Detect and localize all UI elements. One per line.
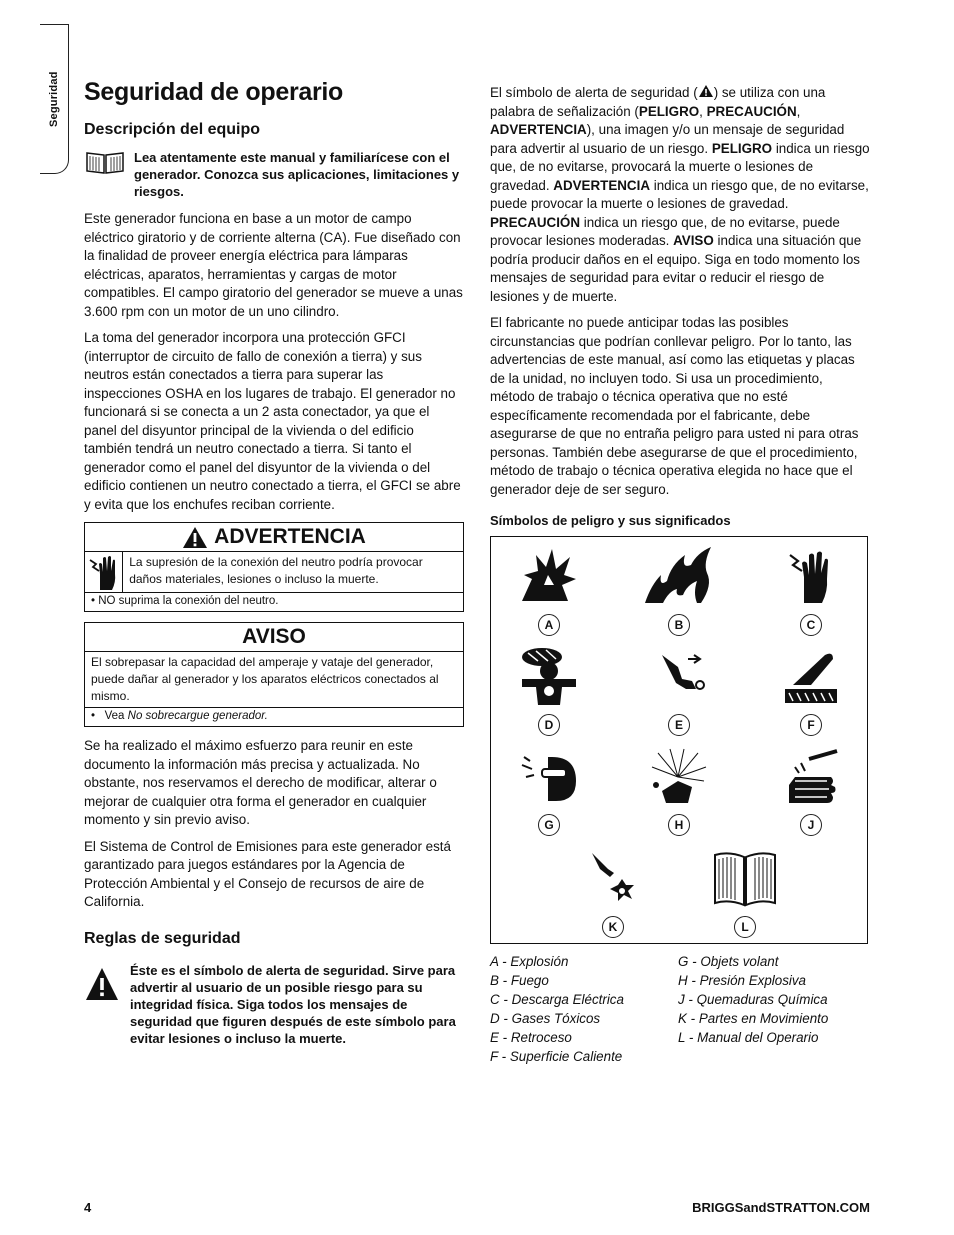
side-tab-label: Seguridad bbox=[48, 71, 60, 127]
warning-box bbox=[84, 522, 464, 612]
symbol-explosion bbox=[509, 545, 589, 636]
right-column bbox=[490, 84, 870, 1066]
explosive-pressure-icon bbox=[648, 747, 710, 805]
book-icon bbox=[84, 149, 126, 175]
symbol-moving-parts bbox=[573, 849, 653, 938]
symbol-letter: L bbox=[734, 916, 756, 938]
symbols-panel bbox=[490, 536, 868, 944]
shock-hand-icon bbox=[85, 552, 123, 592]
legend-item: L - Manual del Operario bbox=[678, 1030, 819, 1045]
manual-note bbox=[84, 149, 464, 200]
moving-parts-icon bbox=[582, 849, 644, 907]
legend-item: D - Gases Tóxicos bbox=[490, 1011, 601, 1026]
symbol-letter: J bbox=[800, 814, 822, 836]
kickback-icon bbox=[648, 645, 710, 705]
warning-bullet: • NO suprima la conexión del neutro. bbox=[91, 595, 279, 607]
manual-note-text: Lea atentamente este manual y familiarícese con el generador. Conozca sus aplicaciones, limitaciones y riesgos. bbox=[134, 150, 460, 199]
explosion-icon bbox=[518, 545, 580, 605]
notice-row bbox=[85, 652, 463, 708]
warning-bullet-row bbox=[85, 593, 463, 611]
legend-item: E - Retroceso bbox=[490, 1030, 572, 1045]
notice-bullet-row bbox=[85, 708, 463, 726]
signal-words-para: El símbolo de alerta de seguridad ( ) se utiliza con una palabra de señalización (PELIGRO, PRECAUCIÓN, ADVERTENCIA), una imagen y/o un mensaje de seguridad para advertir al usuario de un riesgo. PELIGRO indica un riesgo que, de no evitarse, provocará la muerte o lesiones de gravedad. ADVERTENCIA indica un riesgo que, de no evitarse, puede provocar la muerte o lesiones de gravedad. PRECAUCIÓN indica un riesgo que, de no evitarse, puede provocar lesiones moderadas. AVISO indica una situación que podría producir daños en el equipo. Siga en todo momento los mensajes de seguridad para evitar o reducir el riesgo de lesiones y de muerte. bbox=[490, 85, 870, 304]
notice-bullet-prefix: • Vea bbox=[91, 710, 128, 722]
side-tab bbox=[40, 24, 69, 174]
legend-item: F - Superficie Caliente bbox=[490, 1049, 623, 1064]
footer-website: BRIGGSandSTRATTON.COM bbox=[692, 1200, 870, 1215]
section-heading-descr: Descripción del equipo bbox=[84, 121, 261, 138]
alert-triangle-icon bbox=[698, 84, 714, 98]
symbol-letter: K bbox=[602, 916, 624, 938]
symbol-flying-objects bbox=[509, 747, 589, 836]
hot-surface-icon bbox=[781, 645, 841, 705]
legend-item: C - Descarga Eléctrica bbox=[490, 992, 624, 1007]
symbol-letter: A bbox=[538, 614, 560, 636]
operator-manual-icon bbox=[711, 849, 779, 907]
warning-row bbox=[85, 552, 463, 593]
symbol-hot-surface bbox=[771, 645, 851, 736]
symbol-letter: D bbox=[538, 714, 560, 736]
symbol-letter: E bbox=[668, 714, 690, 736]
alert-symbol-text: Éste es el símbolo de alerta de seguridad. Sirve para advertir al usuario de un posible riesgo para su integridad física. Siga todos los mensajes de seguridad que figuren después de este símbolo para evitar lesiones o incluso la muerte. bbox=[130, 962, 456, 1046]
warning-title bbox=[85, 523, 463, 552]
symbols-title: Símbolos de peligro y sus significados bbox=[490, 513, 731, 528]
symbol-shock bbox=[771, 545, 851, 636]
notice-title: AVISO bbox=[85, 623, 463, 652]
symbol-letter: B bbox=[668, 614, 690, 636]
legend-column-2 bbox=[678, 952, 828, 1066]
symbol-manual bbox=[705, 849, 785, 938]
para-emissions: El Sistema de Control de Emisiones para este generador está garantizado para juegos estándares por la Agencia de Protección Ambiental y el Consejo de recursos de aire de California. bbox=[84, 838, 451, 909]
symbol-chemical-burn bbox=[771, 747, 851, 836]
manufacturer-para: El fabricante no puede anticipar todas las posibles circunstancias que podrían conllevar peligro. Por lo tanto, las advertencias de este manual, así como las etiquetas y placas de la unidad, no incluyen todo. Si usa un procedimiento, método de trabajo o técnica operativa que no esté específicamente recomendada por el fabricante, debe asegurarse de que no entraña peligro para usted ni para otras personas. También debe asegurarse de que el procedimiento, método de trabajo o técnica operativa elegida no hace que el generador deje de ser seguro. bbox=[490, 315, 859, 497]
symbol-explosive-pressure bbox=[639, 747, 719, 836]
descr-para-2: La toma del generador incorpora una protección GFCI (interruptor de circuito de fallo de conexión a tierra) y sus neutros están conectados a tierra para superar las inspecciones OSHA en los lugares de trabajo. El generador no funcionará si se conecta a un 2 asta conectador, ya que el panel del disyuntor principal de la vivienda o del edificio también tendrá un neutro conectado a tierra. Si tanto el generador como el panel del disyuntor de la vivienda o del edificio contienen un neutro conectado a tierra, el GFCI se abre y evita que los enchufes reciban corriente. bbox=[84, 330, 461, 512]
flying-objects-icon bbox=[518, 747, 580, 805]
alert-triangle-icon bbox=[182, 526, 208, 549]
page-title: Seguridad de operario bbox=[84, 78, 344, 106]
symbol-letter: H bbox=[668, 814, 690, 836]
electric-shock-icon bbox=[786, 545, 836, 605]
warning-title-text: ADVERTENCIA bbox=[214, 525, 366, 548]
legend-item: G - Objets volant bbox=[678, 954, 779, 969]
legend-item: K - Partes en Movimiento bbox=[678, 1011, 829, 1026]
warning-text: La supresión de la conexión del neutro podría provocar daños materiales, lesiones o incluso la muerte. bbox=[129, 555, 423, 586]
left-column bbox=[84, 78, 464, 1047]
symbol-letter: G bbox=[538, 814, 560, 836]
symbol-fire bbox=[639, 545, 719, 636]
notice-box bbox=[84, 622, 464, 727]
descr-para-1: Este generador funciona en base a un motor de campo eléctrico giratorio y de corriente alterna (CA). Fue diseñado con la finalidad de proveer energía eléctrica para lámparas eléctricas, aparatos, herramientas y cargas de motor compatibles. El campo giratorio del generador se mueve a unas 3.600 rpm con un motor de un uno cilindro. bbox=[84, 211, 463, 319]
chemical-burn-icon bbox=[781, 747, 841, 805]
symbols-legend bbox=[490, 952, 870, 1066]
legend-column-1 bbox=[490, 952, 678, 1066]
legend-item: J - Quemaduras Química bbox=[678, 992, 828, 1007]
notice-bullet-ref: No sobrecargue generador. bbox=[127, 710, 268, 722]
legend-item: A - Explosión bbox=[490, 954, 569, 969]
legend-item: H - Presión Explosiva bbox=[678, 973, 807, 988]
symbol-letter: C bbox=[800, 614, 822, 636]
section-heading-rules: Reglas de seguridad bbox=[84, 929, 241, 947]
fire-icon bbox=[641, 545, 717, 605]
toxic-gas-icon bbox=[518, 645, 580, 705]
notice-text: El sobrepasar la capacidad del amperaje y vataje del generador, puede dañar al generador y los aparatos eléctricos conectados al mismo. bbox=[91, 655, 439, 703]
legend-item: B - Fuego bbox=[490, 973, 549, 988]
notice-bullet bbox=[85, 708, 274, 726]
symbol-kickback bbox=[639, 645, 719, 736]
page-number: 4 bbox=[84, 1200, 92, 1215]
para-accuracy: Se ha realizado el máximo esfuerzo para reunir en este documento la información más precisa y actualizada. No obstante, nos reservamos el derecho de modificar, alterar o mejorar de cualquier otra forma el generador en cualquier momento y sin previo aviso. bbox=[84, 738, 437, 827]
symbol-letter: F bbox=[800, 714, 822, 736]
symbol-toxic-gas bbox=[509, 645, 589, 736]
alert-triangle-icon bbox=[84, 966, 120, 1002]
alert-symbol-note bbox=[84, 962, 464, 1047]
